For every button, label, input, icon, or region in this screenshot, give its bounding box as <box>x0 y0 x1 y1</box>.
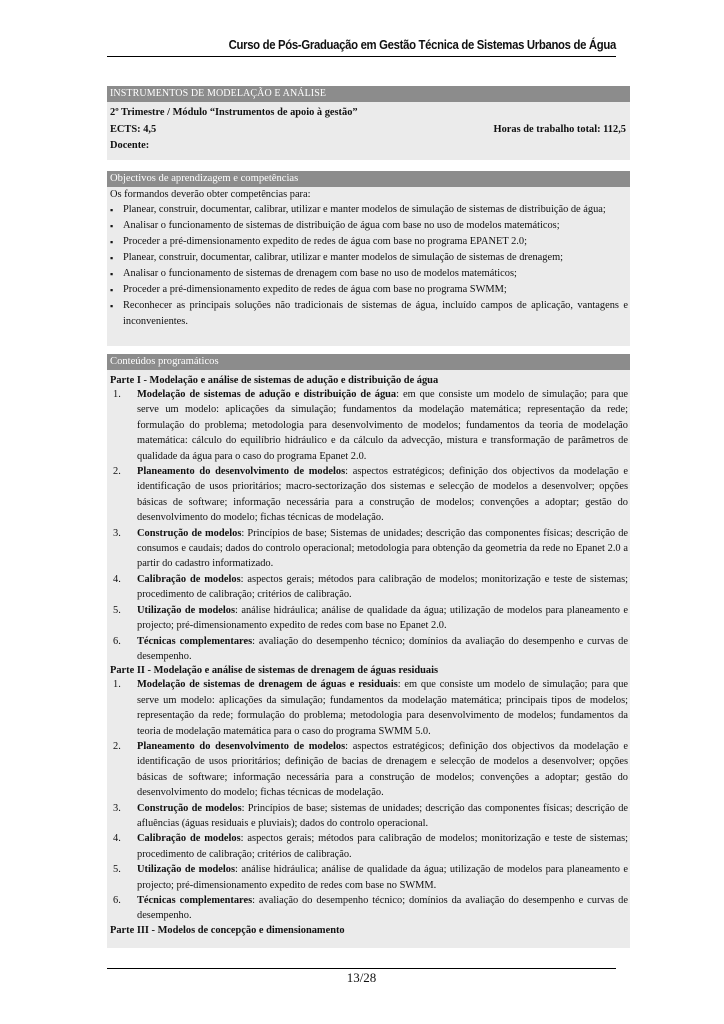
item-term: Construção de modelos <box>137 802 242 814</box>
item-number: 6. <box>113 635 121 647</box>
part-title: Parte I - Modelação e análise de sistemas de adução e distribuição de água <box>110 375 439 386</box>
item-term: Utilização de modelos <box>137 864 236 876</box>
item-term: Planeamento do desenvolvimento de modelos <box>137 466 346 478</box>
part-2-list <box>107 677 630 924</box>
content-item <box>107 464 630 526</box>
part-title: Parte III - Modelos de concepção e dimensionamento <box>110 924 345 936</box>
objectives-heading-bar: Objectivos de aprendizagem e competências <box>107 171 630 187</box>
ects-value: ECTS: 4,5 <box>110 123 157 135</box>
content-item <box>107 634 630 665</box>
item-number: 2. <box>113 466 121 478</box>
footer-rule <box>107 968 616 969</box>
competence-item: ▪ Reconhecer as principais soluções não tradicionais de sistemas de água, incluído campos de aplicação, vantagens e inconvenientes. <box>107 298 630 330</box>
contents-heading-bar: Conteúdos programáticos <box>107 354 630 370</box>
item-number: 3. <box>113 802 121 814</box>
contents-section <box>107 354 630 948</box>
content-item <box>107 801 630 832</box>
unit-title-bar: INSTRUMENTOS DE MODELAÇÃO E ANÁLISE <box>107 86 630 102</box>
item-term: Calibração de modelos <box>137 833 241 845</box>
item-text: : em que consiste um modelo de simulação; para que serve um modelo: aplicações da simulação; fundamentos da modelação matemática; principais tipos de modelos; representação da rede; formulação do problema; metodologia para desenvolvimento de modelos; fundamentos da teoria de modelação matemática para o caso do programa SWMM 5.0. <box>137 679 628 737</box>
objectives-section <box>107 171 630 346</box>
competence-item: ▪ Proceder a pré-dimensionamento expedito de redes de água com base no programa SWMM; <box>107 282 630 298</box>
unit-info-section <box>107 86 630 160</box>
competences-list <box>107 202 630 330</box>
content-item <box>107 862 630 893</box>
item-number: 2. <box>113 740 121 752</box>
hours-value: Horas de trabalho total: 112,5 <box>493 123 626 135</box>
item-term: Técnicas complementares <box>137 895 253 906</box>
item-text: : em que consiste um modelo de simulação; para que serve um modelo: aplicações da simulação; fundamentos da modelação matemática; representação da rede; formulação do problema; metodologia para desenvolvimento de modelos; fundamentos da teoria de modelação matemática: cálculo do equilíbrio hidráulico e da cálculo da advecção, mistura e transformação de parâmetros de qualidade da água para o caso do programa Epanet 2.0. <box>137 389 628 462</box>
item-number: 5. <box>113 604 121 616</box>
item-text: : análise hidráulica; análise de qualidade da água; utilização de modelos para planeamento e projecto; pré-dimensionamento expedito de redes com base no SWMM. <box>137 864 628 891</box>
competence-item: ▪ Analisar o funcionamento de sistemas de distribuição de água com base no uso de modelos matemáticos; <box>107 218 630 234</box>
competence-item: ▪ Analisar o funcionamento de sistemas de drenagem com base no uso de modelos matemáticos; <box>107 266 630 282</box>
item-text: : Princípios de base; sistemas de unidades; descrição das componentes físicas; descrição de afluências (águas residuais e pluviais); dados do controlo operacional. <box>137 802 629 829</box>
header-rule <box>107 56 616 57</box>
item-term: Modelação de sistemas de drenagem de águas e residuais <box>137 679 398 691</box>
item-term: Calibração de modelos <box>137 573 241 585</box>
content-item <box>107 603 630 634</box>
running-header: Curso de Pós-Graduação em Gestão Técnica de Sistemas Urbanos de Água <box>228 38 616 52</box>
page-number: 13/28 <box>346 970 377 985</box>
objectives-intro: Os formandos deverão obter competências para: <box>110 189 311 200</box>
item-number: 1. <box>113 679 121 691</box>
item-text: : aspectos gerais; métodos para calibração de modelos; monitorização e teste de sistemas; procedimento de calibração; critérios de calibração. <box>137 833 628 860</box>
item-term: Planeamento do desenvolvimento de modelos <box>137 740 346 752</box>
item-number: 3. <box>113 527 121 539</box>
item-text: : aspectos estratégicos; definição dos objectivos da modelação e identificação de usos prioritários; macro-sectorização dos sistemas e selecção de modelos a desenvolver; opções básicas de software; informação necessária para a construção de modelos; convenções a adoptar; gestão do desenvolvimento do modelo; fichas técnicas de modelação. <box>137 466 628 524</box>
item-number: 4. <box>113 573 121 585</box>
item-number: 4. <box>113 833 121 845</box>
ects-row <box>107 123 630 138</box>
item-text: : análise hidráulica; análise de qualidade da água; utilização de modelos para planeamento e projecto; pré-dimensionamento expedito de redes com base no Epanet 2.0. <box>137 604 628 632</box>
item-term: Técnicas complementares <box>137 635 253 647</box>
item-text: : avaliação do desempenho técnico; domínios da avaliação do desempenho e curvas de desempenho. <box>137 895 628 922</box>
competence-item: ▪ Planear, construir, documentar, calibrar, utilizar e manter modelos de simulação de sistemas de distribuição de água; <box>107 202 630 218</box>
item-term: Construção de modelos <box>137 527 242 539</box>
item-text: : aspectos gerais; métodos para calibração de modelos; monitorização e teste de sistemas; procedimento de calibração; critérios de calibração. <box>137 573 628 601</box>
content-item <box>107 893 630 924</box>
trimester-line: 2º Trimestre / Módulo “Instrumentos de apoio à gestão” <box>110 107 358 118</box>
part-title: Parte II - Modelação e análise de sistemas de drenagem de águas residuais <box>110 665 439 677</box>
item-text: : Princípios de base; Sistemas de unidades; descrição das componentes físicas; descrição de consumos e caudais; dados do controlo operacional; metodologia para obtenção da geometria da rede no Epanet 2.0 a partir do cadastro informatizado. <box>137 527 629 570</box>
content-item <box>107 677 630 739</box>
item-number: 1. <box>113 389 121 400</box>
competence-item: ▪ Proceder a pré-dimensionamento expedito de redes de água com base no programa EPANET 2.0; <box>107 234 630 250</box>
item-term: Modelação de sistemas de adução e distribuição de água <box>137 389 397 400</box>
content-item <box>107 387 630 464</box>
content-item <box>107 572 630 603</box>
content-item <box>107 526 630 572</box>
item-number: 5. <box>113 864 121 876</box>
teacher-line: Docente: <box>110 140 150 151</box>
item-text: : aspectos estratégicos; definição dos objectivos da modelação e identificação de usos prioritários; definição de bacias de drenagem e selecção de modelos a desenvolver; opções básicas de software; informação necessária para a construção de modelos; convenções a adoptar; gestão do desenvolvimento do modelo; fichas técnicas de modelação. <box>137 740 628 799</box>
competence-item: ▪ Planear, construir, documentar, calibrar, utilizar e manter modelos de simulação de sistemas de drenagem; <box>107 250 630 266</box>
item-text: : avaliação do desempenho técnico; domínios da avaliação do desempenho e curvas de desempenho. <box>137 635 628 662</box>
part-1-list <box>107 387 630 664</box>
content-item <box>107 831 630 862</box>
content-item <box>107 739 630 801</box>
item-number: 6. <box>113 895 121 906</box>
item-term: Utilização de modelos <box>137 604 236 616</box>
